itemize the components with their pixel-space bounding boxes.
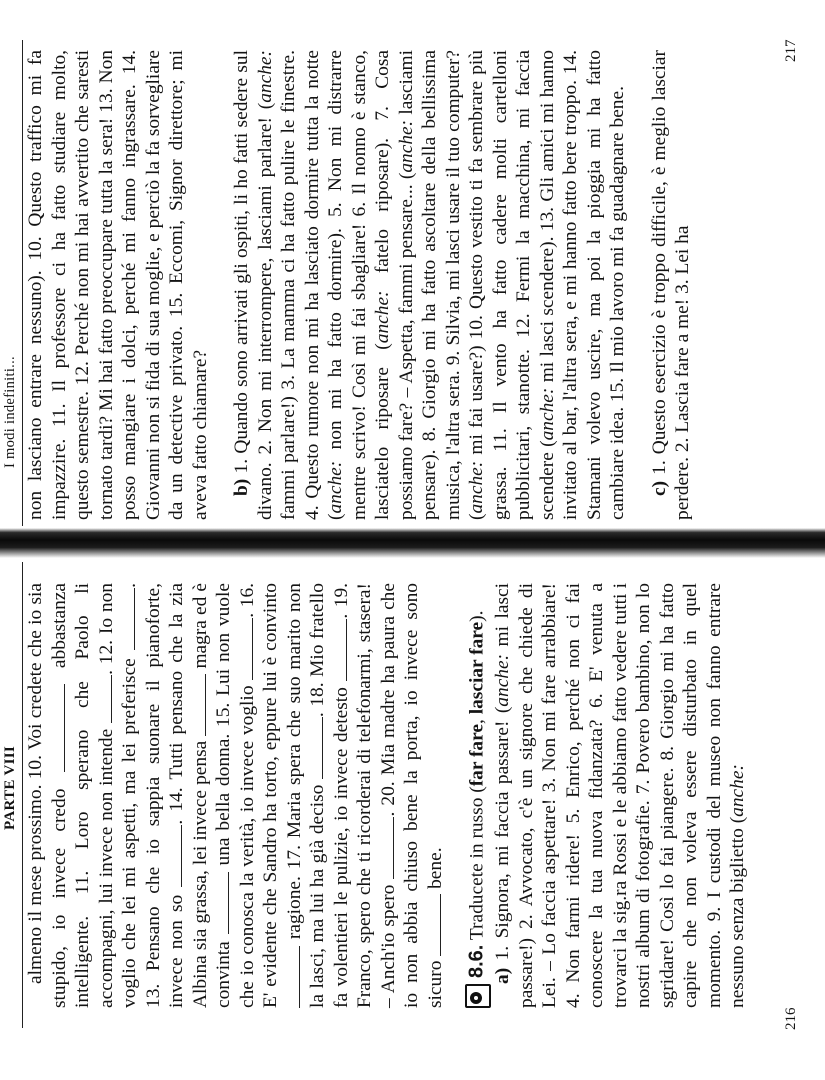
book-gutter xyxy=(0,528,825,558)
text-segment: mi lasci scendere). 13. Gli amici mi hanno invitato al bar, l'altra sera, e mi hanno fatto bere troppo. 14. Stamani volevo uscire, ma poi la pioggia mi ha fatto cambiare idea. 15. Il mio lavoro mi fa guadagnare bene. xyxy=(536,49,628,520)
fill-blank[interactable] xyxy=(120,588,135,650)
text-segment: . 18. Mio fratello fa volentieri le pulizie, io invece detesto xyxy=(307,583,352,1008)
right-page-body xyxy=(24,50,695,520)
text-segment: . 19. Franco, spero che ti ricorderai di telefonarmi, stasera! – Anch'io spero xyxy=(330,582,399,1008)
text-segment: mi fai usare?) 10. Questo vestito ti fa sembrare più grassa. 11. Il vento ha fatto cadere molti cartelloni pubblicitari, stanotte. 12. Fermi la macchina, mi faccia scendere ( xyxy=(466,50,558,520)
fill-blank[interactable] xyxy=(285,946,300,1008)
part-label: b) xyxy=(231,478,252,496)
exercise-heading xyxy=(465,583,491,1008)
part-a-continuation: non lasciano entrare nessuno). 10. Questo traffico mi fa impazzire. 11. Il professore ci ha fatto studiare molto, questo semestre. 12. Perché non mi hai avvertito che saresti tornato tardi? Mi hai fatto preoccupare tutta la sera! 13. Non posso mangiare i dolci, perché mi fanno ingrassare. 14. Giovanni non si fida di sua moglie, e perciò la fa sorvegliare da un detective privato. 15. Eccomi, Signor direttore; mi aveva fatto chiamare? xyxy=(25,50,211,520)
audio-cd-icon[interactable] xyxy=(465,984,491,1008)
text-segment: almeno il mese prossimo. 10. Voi credete che io sia stupido, io invece credo xyxy=(25,583,70,1008)
text-segment: fammi parlare!) 3. La mamma ci ha fatto pulire le finestre. 4. Questo rumore non mi ha lasciato dormire tutta la notte ( xyxy=(278,50,346,520)
fill-blank[interactable] xyxy=(379,817,394,879)
text-segment: . 20. Mia madre ha paura che io non abbia chiuso bene la porta, io invece sono sicuro xyxy=(377,583,446,1008)
anche-note: anche: xyxy=(727,764,748,817)
text-segment: mi lasci passare!) 2. Avvocato, c'è un signore che chiede di Lei. – Lo faccia aspettare! 3. Non mi fare arrabbiare! 4. Non farmi ridere! 5. Enrico, perché non ci fai conoscere la tua nuova fidanzata? 6. E' venuta a trovarci la sig.ra Rossi e le abbiamo fatto vedere tutti i nostri album di fotografie. 7. Povero bambino, non lo sgridare! Così lo fai piangere. 8. Giorgio mi ha fatto capire che non voleva essere disturbato in quel momento. 9. I custodi del museo non fanno entrare nessuno senza biglietto ( xyxy=(492,583,748,1008)
text-segment: 1. Questo esercizio è troppo difficile, è meglio lasciar perdere. 2. Lascia fare a me! 3. Lei ha xyxy=(648,50,693,520)
anche-note: anche: xyxy=(536,387,558,441)
fill-blank[interactable] xyxy=(426,894,441,956)
text-segment: magra ed è convinta xyxy=(189,583,234,1008)
text-segment: . 14. Tutti pensano che la zia Albina sia grassa, lei invece pensa xyxy=(166,582,211,1008)
text-segment: fatelo riposare). 7. Cosa possiamo fare? – Aspetta, fammi pensare... ( xyxy=(372,50,417,520)
fill-blank[interactable] xyxy=(191,674,206,736)
anche-note: anche: xyxy=(372,290,393,344)
text-segment: . 12. Io non voglio che lei mi aspetti, ma lei preferisce xyxy=(95,583,140,1008)
header-rule-left xyxy=(22,562,23,1028)
running-head-right: I modi indefiniti... xyxy=(2,356,18,468)
anche-note: anche: xyxy=(492,653,513,707)
right-page xyxy=(0,0,825,530)
page-number-right: 217 xyxy=(783,39,799,62)
title-keyword-lasciar-fare: lasciar fare xyxy=(466,621,488,715)
exercise-title xyxy=(466,611,487,941)
text-segment: lasciami pensare). 8. Giorgio mi ha fatto ascoltare della bellissima musica, l'altra sera. 9. Silvia, mi lasci usare il tuo computer? ( xyxy=(395,49,487,520)
anche-note: anche: xyxy=(325,460,346,514)
text-segment: bene. xyxy=(424,847,446,894)
anche-note: anche: xyxy=(254,50,276,103)
text-segment: ragione. 17. Maria spera che suo marito non la lasci, ma lui ha già deciso xyxy=(283,583,328,1008)
text-segment: una bella donna. 15. Lui non vuole che io conosca la verità, io invece voglio xyxy=(213,583,258,1008)
left-page-body xyxy=(24,583,750,1008)
text-segment: 1. Quando sono arrivati gli ospiti, li ho fatti sedere sul divano. 2. Non mi interrompere, lasciami parlare! ( xyxy=(231,50,276,520)
header-rule-right xyxy=(22,40,23,526)
page-number-left: 216 xyxy=(783,1007,799,1030)
exercise-part-b xyxy=(230,50,630,520)
text-segment: . 13. Pensano che io sappia suonare il pianoforte, invece non so xyxy=(119,583,187,1008)
fill-blank[interactable] xyxy=(238,618,253,680)
text-segment: abbastanza intelligente. 11. Loro sperano che Paolo li accompagni, lui invece non intende xyxy=(48,583,117,1008)
text-segment: . 16. E' evidente che Sandro ha torto, eppure lui è convinto xyxy=(236,583,281,1008)
fill-blank[interactable] xyxy=(308,717,323,779)
fill-blank[interactable] xyxy=(50,684,65,772)
exercise-number: 8.6. xyxy=(465,944,488,978)
text-segment: 1. Signora, mi faccia passare! ( xyxy=(492,706,513,968)
anche-note: anche: xyxy=(466,460,487,514)
title-keyword-far-fare: far fare xyxy=(466,724,488,787)
exercise-part-a xyxy=(491,583,750,1008)
part-label: c) xyxy=(648,480,670,496)
title-end: ). xyxy=(466,610,488,622)
fill-blank[interactable] xyxy=(332,619,347,681)
title-text: Traducete in russo ( xyxy=(466,786,488,941)
exercise-part-c xyxy=(648,50,695,520)
anche-note: anche: xyxy=(395,119,417,173)
running-head-left: PARTE VIII xyxy=(2,745,18,830)
fill-blank[interactable] xyxy=(97,675,112,723)
fill-blank[interactable] xyxy=(167,825,182,887)
fill-blank[interactable] xyxy=(214,872,229,934)
text-segment: non mi ha fatto dormire). 5. Non mi distrarre mentre scrivo! Così mi fai sbagliare! 6. Il nonno è stanco, lasciatelo riposare ( xyxy=(325,50,393,520)
exercise-continuation xyxy=(24,583,447,1008)
left-page xyxy=(0,550,825,1080)
title-separator: , xyxy=(466,714,488,724)
part-label: a) xyxy=(492,967,513,984)
